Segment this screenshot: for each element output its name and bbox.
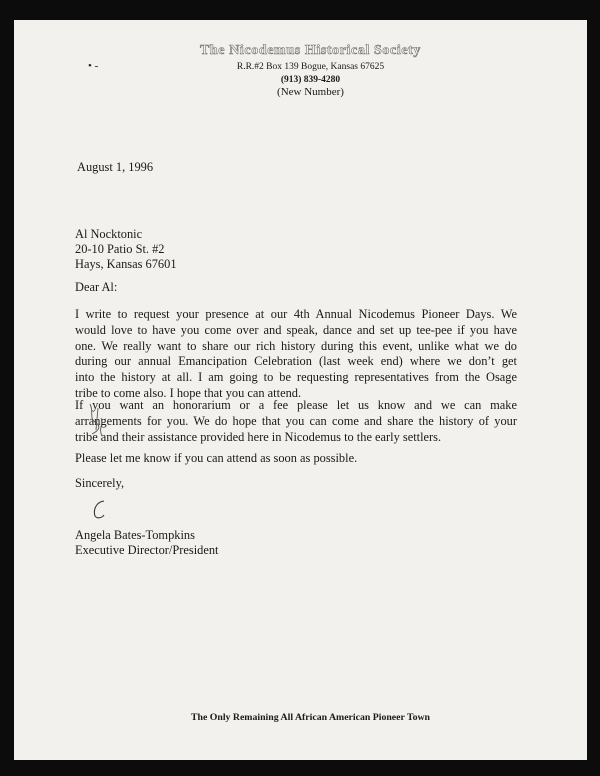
paragraph-2-line: arrangements for you. We do hope that you can come and share the history of your	[75, 413, 517, 428]
letter-page	[14, 20, 587, 760]
paragraph-2	[75, 398, 517, 445]
letterhead-address: R.R.#2 Box 139 Bogue, Kansas 67625	[236, 62, 385, 72]
recipient-name: Al Nocktonic	[75, 227, 143, 241]
letterhead-org-name: The Nicodemus Historical Society	[199, 43, 421, 58]
paragraph-3: Please let me know if you can attend as soon as possible.	[75, 451, 358, 465]
paragraph-1-line: one. We really want to share our rich history during this event, unlike what we do	[75, 338, 517, 353]
salutation: Dear Al:	[75, 280, 118, 294]
paragraph-2-line: If you want an honorarium or a fee please let us know and we can make	[75, 398, 517, 412]
paragraph-1	[75, 307, 517, 402]
letterhead-new-number: (New Number)	[277, 86, 344, 98]
signature-mark	[90, 498, 110, 520]
paragraph-1-line: I write to request your presence at our 4th Annual Nicodemus Pioneer Days. We	[75, 307, 517, 321]
letterhead-phone: (913) 839-4280	[280, 75, 341, 85]
paragraph-1-line: would love to have you come over and speak, dance and set up tee-pee if you have	[75, 322, 517, 337]
pen-scribble-mark	[86, 400, 108, 446]
paragraph-1-line: into the history at all. I am going to be requesting representatives from the Osage	[75, 370, 517, 385]
closing: Sincerely,	[75, 476, 125, 490]
footer-tagline: The Only Remaining All African American Pioneer Town	[190, 712, 431, 723]
stray-ink-marks: • ‑	[88, 60, 99, 72]
recipient-city: Hays, Kansas 67601	[75, 257, 177, 271]
paragraph-2-line: tribe and their assistance provided here in Nicodemus to the early settlers.	[75, 429, 442, 444]
signer-title: Executive Director/President	[75, 543, 219, 557]
paragraph-1-line: during our annual Emancipation Celebration (last week end) where we don’t get	[75, 354, 517, 369]
letter-date: August 1, 1996	[77, 160, 154, 174]
recipient-street: 20-10 Patio St. #2	[75, 242, 165, 256]
paragraph-1-line: tribe to come also. I hope that you can attend.	[75, 385, 302, 400]
signer-name: Angela Bates-Tompkins	[75, 528, 195, 542]
